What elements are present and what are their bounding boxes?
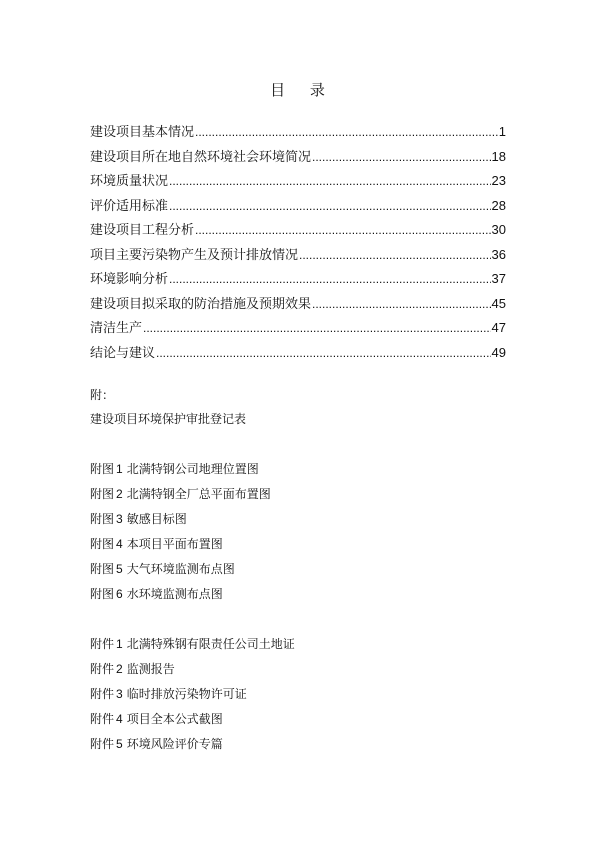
- toc-leader-dots: [195, 223, 491, 237]
- toc-leader-dots: [169, 272, 491, 286]
- item-text: 监测报告: [126, 662, 175, 676]
- list-item: [90, 735, 295, 760]
- item-prefix: 附件: [90, 637, 115, 651]
- item-prefix: 附件: [90, 712, 115, 726]
- toc-page-number: 36: [491, 246, 506, 262]
- item-number: 3: [116, 687, 123, 701]
- toc-leader-dots: [143, 321, 491, 335]
- toc-leader-dots: [312, 150, 491, 164]
- toc-entry[interactable]: [90, 268, 506, 293]
- appendix-heading: 附：: [90, 388, 115, 402]
- item-number: 2: [116, 487, 123, 501]
- figure-list: [90, 460, 271, 610]
- toc-entry[interactable]: [90, 146, 506, 171]
- toc-page-number: 47: [491, 320, 506, 335]
- list-item: [90, 660, 295, 685]
- toc-page-number: 49: [491, 344, 506, 360]
- toc-entry[interactable]: [90, 342, 506, 367]
- toc-entry-title: 结论与建议: [90, 345, 156, 361]
- toc-entry-title: 评价适用标准: [90, 198, 169, 214]
- list-item: [90, 685, 295, 710]
- toc-entry-title: 建设项目所在地自然环境社会环境简况: [90, 149, 312, 165]
- toc-entry-title: 环境质量状况: [90, 174, 169, 189]
- item-text: 敏感目标图: [126, 512, 187, 526]
- item-text: 大气环境监测布点图: [126, 562, 235, 576]
- toc-page-number: 28: [491, 197, 506, 213]
- toc-entry-title: 清洁生产: [90, 321, 143, 336]
- toc-entry-title: 建设项目基本情况: [90, 125, 195, 140]
- item-number: 1: [116, 637, 123, 651]
- toc-page-number: 45: [491, 295, 506, 311]
- toc-entry[interactable]: [90, 317, 506, 342]
- toc-entry-title: 项目主要污染物产生及预计排放情况: [90, 247, 299, 263]
- item-prefix: 附件: [90, 687, 115, 701]
- list-item: [90, 485, 271, 510]
- item-prefix: 附件: [90, 662, 115, 676]
- item-number: 4: [116, 712, 123, 726]
- item-text: 北满特钢全厂总平面布置图: [126, 487, 271, 501]
- toc-page-number: 37: [491, 271, 506, 286]
- list-item: [90, 535, 271, 560]
- item-prefix: 附图: [90, 562, 115, 576]
- approval-form-item: 建设项目环境保护审批登记表: [90, 412, 247, 426]
- item-number: 4: [116, 537, 123, 551]
- item-text: 临时排放污染物许可证: [126, 687, 247, 701]
- list-item: [90, 560, 271, 585]
- item-prefix: 附图: [90, 587, 115, 601]
- toc-leader-dots: [169, 199, 491, 213]
- list-item: [90, 460, 271, 485]
- toc-page-number: 18: [491, 148, 506, 164]
- toc-page-number: 23: [491, 173, 506, 188]
- toc-entry-title: 建设项目工程分析: [90, 223, 195, 238]
- item-number: 6: [116, 587, 123, 601]
- item-number: 2: [116, 662, 123, 676]
- toc-entry-title: 环境影响分析: [90, 272, 169, 287]
- toc-page-number: 1: [498, 124, 506, 139]
- list-item: [90, 585, 271, 610]
- table-of-contents: [90, 121, 506, 366]
- item-text: 北满特殊钢有限责任公司土地证: [126, 637, 295, 651]
- toc-entry[interactable]: [90, 293, 506, 318]
- attachment-list: [90, 635, 295, 760]
- item-prefix: 附图: [90, 487, 115, 501]
- item-text: 北满特钢公司地理位置图: [126, 462, 259, 476]
- toc-entry[interactable]: [90, 121, 506, 146]
- item-number: 3: [116, 512, 123, 526]
- item-number: 1: [116, 462, 123, 476]
- toc-leader-dots: [169, 174, 491, 188]
- toc-page-number: 30: [491, 222, 506, 237]
- toc-entry[interactable]: [90, 219, 506, 244]
- item-prefix: 附件: [90, 737, 115, 751]
- toc-entry[interactable]: [90, 244, 506, 269]
- toc-leader-dots: [312, 297, 491, 311]
- item-text: 水环境监测布点图: [126, 587, 223, 601]
- list-item: [90, 710, 295, 735]
- item-number: 5: [116, 562, 123, 576]
- item-text: 本项目平面布置图: [126, 537, 223, 551]
- list-item: [90, 635, 295, 660]
- item-prefix: 附图: [90, 512, 115, 526]
- item-number: 5: [116, 737, 123, 751]
- list-item: [90, 510, 271, 535]
- toc-leader-dots: [156, 346, 491, 360]
- item-text: 环境风险评价专篇: [126, 737, 223, 751]
- toc-entry-title: 建设项目拟采取的防治措施及预期效果: [90, 296, 312, 312]
- toc-entry[interactable]: [90, 170, 506, 195]
- toc-leader-dots: [195, 125, 498, 139]
- item-text: 项目全本公式截图: [126, 712, 223, 726]
- item-prefix: 附图: [90, 462, 115, 476]
- item-prefix: 附图: [90, 537, 115, 551]
- toc-entry[interactable]: [90, 195, 506, 220]
- page-title: 目 录: [270, 81, 335, 99]
- toc-leader-dots: [299, 248, 491, 262]
